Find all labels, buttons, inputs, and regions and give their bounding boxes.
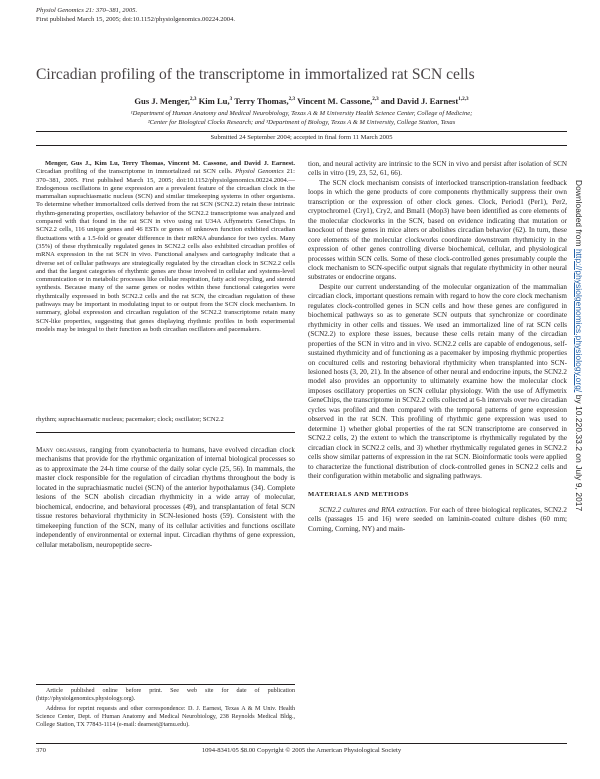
copyright-line: 1094-8341/05 $8.00 Copyright © 2005 the American Physiological Society [201,747,402,754]
footnotes [36,688,295,730]
page-number: 370 [36,747,46,754]
article-title: Circadian profiling of the transcriptome in immortalized rat SCN cells [36,66,475,83]
abstract-divider [36,432,295,433]
intro-left-column: Many organisms, ranging from cyanobacteria to humans, have evolved circadian clock mechanisms that provide for the rhythmic organization of internal biological processes so as to approximate the 24-h time course of the daily solar cycle (25, 56). In mammals, the master clock responsible for the regulation of circadian rhythms throughout the body is located in the suprachiasmatic nuclei (SCN) of the anterior hypothalamus (34). Complete lesions of the SCN abolish circadian rhythmicity in a wide array of molecular, biochemical, endocrine, and behavioral processes (49), and transplantation of fetal SCN tissue restores behavioral rhythmicity in SCN-lesioned hosts (59). Consistent with the timekeeping function of the SCN, many of its cellular activities and functions oscillate independently of environmental or external input. Circadian rhythms of gene expression, cellular metabolism, neuropeptide secre- [36,446,295,549]
footnote-correspondence: Address for reprint requests and other correspondence: D. J. Earnest, Texas A & M Univ. Health Science Center, Dept. of Human Anatomy and Medical Neurobiology, 238 Reynolds Medical Bldg., College Station, TX 77843-1114 (e-mail: dearnest@tamu.edu). [36,705,295,728]
keywords: rhythm; suprachiasmatic nucleus; pacemaker; clock; oscillator; SCN2.2 [36,416,224,423]
affiliation-2: ²Center for Biological Clocks Research; and ³Department of Biology, Texas A & M University, College Station, Texas [147,119,456,126]
download-sidenote: Downloaded from http://physiolgenomics.physiology.org/ by 10.220.33.2 on July 9, 2017 [574,180,584,512]
author-name: Kim Lu, [198,96,230,106]
abstract-body: 21: 370–381, 2005. First published March 15, 2005; doi:10.1152/physiolgenomics.00224.2004.—Endogenous oscillations in gene expression are a prevalent feature of the circadian clock in the mammalian suprachiasmatic nucleus (SCN) and similar timekeeping systems in other organisms. To determine whether immortalized cells derived from the rat SCN (SCN2.2) retain these intrinsic rhythm-generating properties, oscillatory behavior of the SCN2.2 transcriptome was analyzed and compared with that found in the rat SCN in vivo using rat U34A Affymetrix GeneChips. In SCN2.2 cells, 116 unique genes and 46 ESTs or genes of unknown function exhibited circadian fluctuations with a 1.5-fold or greater difference in their mRNA abundance for two cycles. Many (35%) of these rhythmically regulated genes in SCN2.2 cells also exhibited circadian profiles of mRNA expression in the rat SCN in vivo. Functional analyses and cartography indicate that a diverse set of cellular pathways are strategically regulated by the circadian clock in SCN2.2 cells and that the largest categories of rhythmic genes are those involved in cellular and systems-level communication or in metabolic processes like cellular respiration, fatty acid recycling, and steroid synthesis. Because many of the same genes or nodes within these functional categories were rhythmically expressed in both SCN2.2 cells and the rat SCN, the circadian regulation of these pathways may be important in modulating input to or output from the SCN clock mechanism. In summary, global expression and circadian regulation of the SCN2.2 transcriptome retain many SCN-like properties, suggesting that genes displaying rhythmic profiles in both experimental models may be integral to their function as both circadian oscillators and pacemakers. [36,168,295,333]
download-link[interactable]: http://physiolgenomics.physiology.org/ [574,248,584,393]
journal-line: Physiol Genomics 21: 370–381, 2005. [36,7,138,14]
methods-subheading: SCN2.2 cultures and RNA extraction. [319,505,428,514]
submission-dates: Submitted 24 September 2004; accepted in final form 11 March 2005 [210,134,393,141]
author-name: Terry Thomas, [234,96,289,106]
author-name: Vincent M. Cassone, [297,96,373,106]
author-list: Gus J. Menger,$^{2,3}$ Kim Lu,$^3$ Terry Thomas,$^{2,3}$ Vincent M. Cassone,$^{2,3}$ and David J. Earnest$^{1,2,3}$ [134,96,469,106]
intro-right-column: tion, and neural activity are intrinsic to the SCN in vivo and persist after isolation of SCN cells in vitro (19, 23, 52, 61, 66). The SCN clock mechanism consists of interlocked transcription-translation feedback loops in which the gene products of core components rhythmically suppress their own transcription or the expression of other clock genes. Clock, Period1 (Per1), Per2, cryptochrome1 (Cry1), Cry2, and Bmal1 (Mop3) have been identified as core elements of the molecular clockworks in the SCN, based on evidence indicating that mutation or knockout of these genes in mice alters or abolishes circadian behavior (62). In turn, these core elements of the molecular clockworks coordinate downstream rhythmicity in the expression of other genes controlling diverse biochemical, cellular, and physiological processes within SCN cells. Some of these clock-controlled genes presumably couple the clock mechanism to SCN-specific output signals that regulate rhythmicity in other neural substrates or endocrine organs. Despite our current understanding of the molecular organization of the mammalian circadian clock, important questions remain with regard to how the core clock mechanism regulates clock-controlled genes in SCN cells and how these genes are configured in biochemical pathways so as to generate SCN outputs that synchronize or coordinate rhythmicity in other cells and tissues. We used an immortalized line of rat SCN cells (SCN2.2) to explore these issues, because these cells retain many of the circadian properties of the SCN in vitro and in vivo. SCN2.2 cells are capable of endogenous, self-sustained rhythmicity and of functioning as a pacemaker by imposing rhythmic properties on cocultured cells and restoring behavioral rhythmicity when transplanted into SCN-lesioned hosts (3, 20, 21). In the absence of other neural and endocrine inputs, the SCN2.2 model also provides an opportunity to ultimately examine how the molecular clock imposes oscillatory properties on SCN cellular physiology. With the use of Affymetrix GeneChips, the transcriptome in SCN2.2 cells collected at 6-h intervals over two circadian cycles was profiled and then compared with the temporal patterns of gene expression observed in the rat SCN. This profiling of rhythmic gene expression was used to determine 1) whether global properties of the rat SCN transcriptome are conserved in SCN2.2 cells, 2) the extent to which the transcriptome is rhythmically regulated by the circadian clock in SCN2.2 cells, and 3) whether rhythmically regulated genes in SCN2.2 cells show similar patterns of expression in the rat SCN. Bioinformatic tools were applied to characterize the functional distribution of clock-controlled genes in SCN2.2 cells and their configuration within metabolic and signaling pathways. MATERIALS AND METHODS SCN2.2 cultures and RNA extraction. For each of three biological replicates, SCN2.2 cells (passages 15 and 16) were seeded on laminin-coated culture dishes (60 mm; Corning, Corning, NY) and main- [308,160,567,533]
footnote-divider [36,684,295,685]
section-heading: MATERIALS AND METHODS [308,491,409,499]
journal-citation [36,7,137,15]
author-name: Gus J. Menger, [134,96,190,106]
abstract: Menger, Gus J., Kim Lu, Terry Thomas, Vincent M. Cassone, and David J. Earnest. Circadian profiling of the transcriptome in immortalized rat SCN cells. Physiol Genomics 21: 370–381, 2005. First published March 15, 2005; doi:10.1152/physiolgenomics.00224.2004.—Endogenous oscillations in gene expression are a prevalent feature of the circadian clock in the mammalian suprachiasmatic nucleus (SCN) and similar timekeeping systems in other organisms. To determine whether immortalized cells derived from the rat SCN (SCN2.2) retain these intrinsic rhythm-generating properties, oscillatory behavior of the SCN2.2 transcriptome was analyzed and compared with that found in the rat SCN in vivo using rat U34A Affymetrix GeneChips. In SCN2.2 cells, 116 unique genes and 46 ESTs or genes of unknown function exhibited circadian fluctuations with a 1.5-fold or greater difference in their mRNA abundance for two cycles. Many (35%) of these rhythmically regulated genes in SCN2.2 cells also exhibited circadian profiles of mRNA expression in the rat SCN in vivo. Functional analyses and cartography indicate that a diverse set of cellular pathways are strategically regulated by the circadian clock in SCN2.2 cells and that the largest categories of rhythmic genes are those involved in cellular and systems-level communication or in metabolic processes like cellular respiration, fatty acid recycling, and steroid synthesis. Because many of the same genes or nodes within these functional categories were rhythmically expressed in both SCN2.2 cells and the rat SCN, the circadian regulation of these pathways may be important in modulating input to or output from the SCN clock mechanism. In summary, global expression and circadian regulation of the SCN2.2 transcriptome retain many SCN-like properties, suggesting that genes displaying rhythmic profiles in both experimental models may be integral to their function as both circadian oscillators and pacemakers. [36,160,295,333]
header-divider [36,131,567,132]
footer-divider [36,743,567,744]
footnote-publication: Article published online before print. See web site for date of publication (http://physiolgenomics.physiology.org). [36,688,295,702]
affiliation-1: ¹Department of Human Anatomy and Medical Neurobiology, Texas A & M University Health Science Center, College of Medicine; [130,110,473,117]
abstract-authors: Menger, Gus J., Kim Lu, Terry Thomas, Vincent M. Cassone, and David J. Earnest. [45,160,295,167]
intro-lead: Many organisms, [36,446,88,454]
first-published: First published March 15, 2005; doi:10.1152/physiolgenomics.00224.2004. [36,15,236,23]
header-divider-2 [36,145,567,146]
author-name: and David J. Earnest [380,96,459,106]
